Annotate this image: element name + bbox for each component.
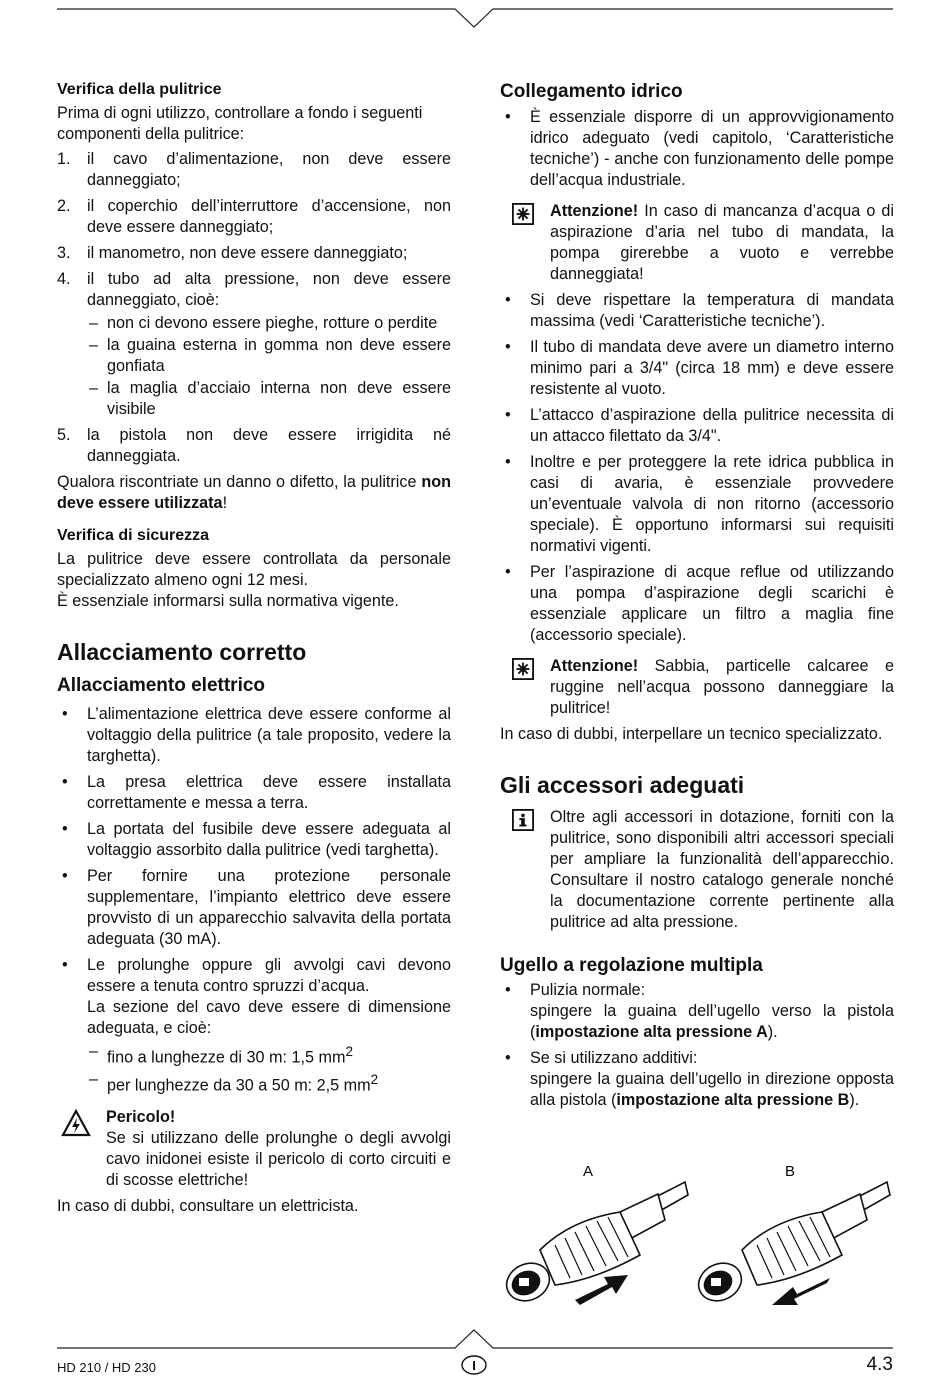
list-item: • Se si utilizzano additivi: spingere la guaina dell’ugello in direzione opposta alla pistola (impostazione alta pressione B).: [500, 1048, 894, 1111]
elettrico-heading: Allacciamento elettrico: [57, 675, 266, 696]
dubbi-tecnico-text: In caso di dubbi, interpellare un tecnico specializzato.: [500, 725, 883, 743]
figure-label-b: B: [785, 1163, 796, 1180]
info-icon: [512, 809, 534, 831]
list-item: – fino a lunghezze di 30 m: 1,5 $mm^2$: [87, 1041, 451, 1068]
list-item: • Inoltre e per proteggere la rete idrica pubblica in casi di avaria, è essenziale provvedere un’eventuale valvola di non ritorno (accessorio speciale). È opportuno informarsi sui requisiti normativi vigenti.: [500, 452, 894, 557]
left-column: [57, 80, 451, 1217]
language-badge: I: [472, 1358, 476, 1373]
list-item: • Le prolunghe oppure gli avvolgi cavi devono essere a tenuta contro spruzzi d’acqua. La sezione del cavo deve essere di dimensione adeguata, e cioè: – fino a lunghezze di 30 m: 1,5 $mm^2$ – per lunghezze da 30 a 50 m: 2,5 $mm^2$: [57, 955, 451, 1097]
checks-list: [57, 149, 451, 467]
idrico-list-1: [500, 107, 894, 191]
list-item: • L’alimentazione elettrica deve essere conforme al voltaggio della pulitrice (a tale proposito, vedere la targhetta).: [57, 704, 451, 767]
list-item: • L’attacco d’aspirazione della pulitrice necessita di un attacco filettato da 3/4".: [500, 405, 894, 447]
list-item: – la maglia d’acciaio interna non deve essere visibile: [87, 378, 451, 420]
idrico-heading: Collegamento idrico: [500, 81, 683, 102]
list-item: • La presa elettrica deve essere installata correttamente e messa a terra.: [57, 772, 451, 814]
list-item: • È essenziale disporre di un approvvigionamento idrico adeguato (vedi capitolo, ‘Caratteristiche tecniche’) - anche con funzionamento delle pompe dell’acqua industriale.: [500, 107, 894, 191]
attention-icon: [512, 203, 534, 225]
dubbi-text: In caso di dubbi, consultare un elettricista.: [57, 1196, 359, 1215]
figure-label-a: A: [583, 1163, 594, 1180]
verifica-pulitrice-intro: Prima di ogni utilizzo, controllare a fondo i seguenti componenti della pulitrice:: [57, 104, 423, 143]
verifica-pulitrice-heading: Verifica della pulitrice: [57, 81, 222, 98]
accessori-note: Oltre agli accessori in dotazione, forniti con la pulitrice, sono disponibili altri accessori speciali per ampliare la funzionalità dell’apparecchio. Consultare il nostro catalogo generale nonché la documentazione corrente pertinente alla pulitrice ad alta pressione.: [500, 807, 894, 933]
list-item: • Il tubo di mandata deve avere un diametro interno minimo pari a 3/4" (circa 18 mm) e deve essere resistente al vuoto.: [500, 337, 894, 400]
elettrico-list: [57, 704, 451, 1097]
nozzle-figure: [500, 1160, 900, 1320]
hose-subitems: [87, 313, 451, 420]
sicurezza-heading: Verifica di sicurezza: [57, 527, 210, 544]
nozzle-a: [500, 1182, 688, 1308]
damage-warning: Qualora riscontriate un danno o difetto, la pulitrice non deve essere utilizzata!: [57, 473, 451, 512]
footer-model: HD 210 / HD 230: [57, 1360, 156, 1375]
allacciamento-heading: Allacciamento corretto: [57, 639, 307, 665]
warning-triangle-icon: [61, 1109, 91, 1137]
attention-icon: [512, 658, 534, 680]
page-number: 4.3: [866, 1354, 893, 1375]
accessori-heading: Gli accessori adeguati: [500, 772, 745, 798]
list-item: – la guaina esterna in gomma non deve essere gonfiata: [87, 335, 451, 377]
arrow-pull-out: [772, 1278, 830, 1305]
nozzle-illustration: [500, 1160, 900, 1320]
list-item: • La portata del fusibile deve essere adeguata al voltaggio assorbito dalla pulitrice (vedi targhetta).: [57, 819, 451, 861]
list-item: • Per fornire una protezione personale supplementare, l’impianto elettrico deve essere provvisto di un apparecchio salvavita della portata adeguata (30 mA).: [57, 866, 451, 950]
idrico-list-2: [500, 290, 894, 646]
cable-sizes: [87, 1041, 451, 1097]
ugello-list: [500, 980, 894, 1111]
list-item: • Si deve rispettare la temperatura di mandata massima (vedi ‘Caratteristiche tecniche’).: [500, 290, 894, 332]
pericolo-note: Pericolo! Se si utilizzano delle prolunghe o degli avvolgi cavo inidonei esiste il pericolo di corto circuiti e di scosse elettriche!: [57, 1107, 451, 1191]
list-item: – per lunghezze da 30 a 50 m: 2,5 $mm^2$: [87, 1069, 451, 1096]
attenzione-note-2: Attenzione! Sabbia, particelle calcaree e ruggine nell’acqua possono danneggiare la pulitrice!: [500, 656, 894, 719]
list-item: – non ci devono essere pieghe, rotture o perdite: [87, 313, 451, 334]
list-item: 2. il coperchio dell’interruttore d’accensione, non deve essere danneggiato;: [57, 197, 451, 236]
ugello-heading: Ugello a regolazione multipla: [500, 955, 763, 976]
list-item: 5. la pistola non deve essere irrigidita né danneggiata.: [57, 426, 451, 465]
right-column: [500, 80, 894, 1116]
list-item: • Pulizia normale: spingere la guaina dell’ugello verso la pistola (impostazione alta pressione A).: [500, 980, 894, 1043]
list-item: • Per l’aspirazione di acque reflue od utilizzando una pompa d’aspirazione degli scarichi è essenziale applicare un filtro a maglia fine (accessorio speciale).: [500, 562, 894, 646]
list-item: 1. il cavo d’alimentazione, non deve essere danneggiato;: [57, 150, 451, 189]
sicurezza-text: La pulitrice deve essere controllata da personale specializzato almeno ogni 12 mesi.: [57, 550, 451, 589]
list-item: 4. il tubo ad alta pressione, non deve essere danneggiato, cioè: – non ci devono essere pieghe, rotture o perdite – la guaina esterna in gomma non deve essere gonfiata – la maglia d’acciaio interna non deve essere visibile: [57, 269, 451, 420]
header-rule: [0, 0, 950, 40]
attenzione-note-1: Attenzione! In caso di mancanza d’acqua o di aspirazione d’aria nel tubo di mandata, la pompa girerebbe a vuoto e verrebbe danneggiata!: [500, 201, 894, 285]
list-item: 3. il manometro, non deve essere danneggiato;: [57, 244, 408, 262]
sicurezza-text-2: È essenziale informarsi sulla normativa vigente.: [57, 592, 399, 610]
